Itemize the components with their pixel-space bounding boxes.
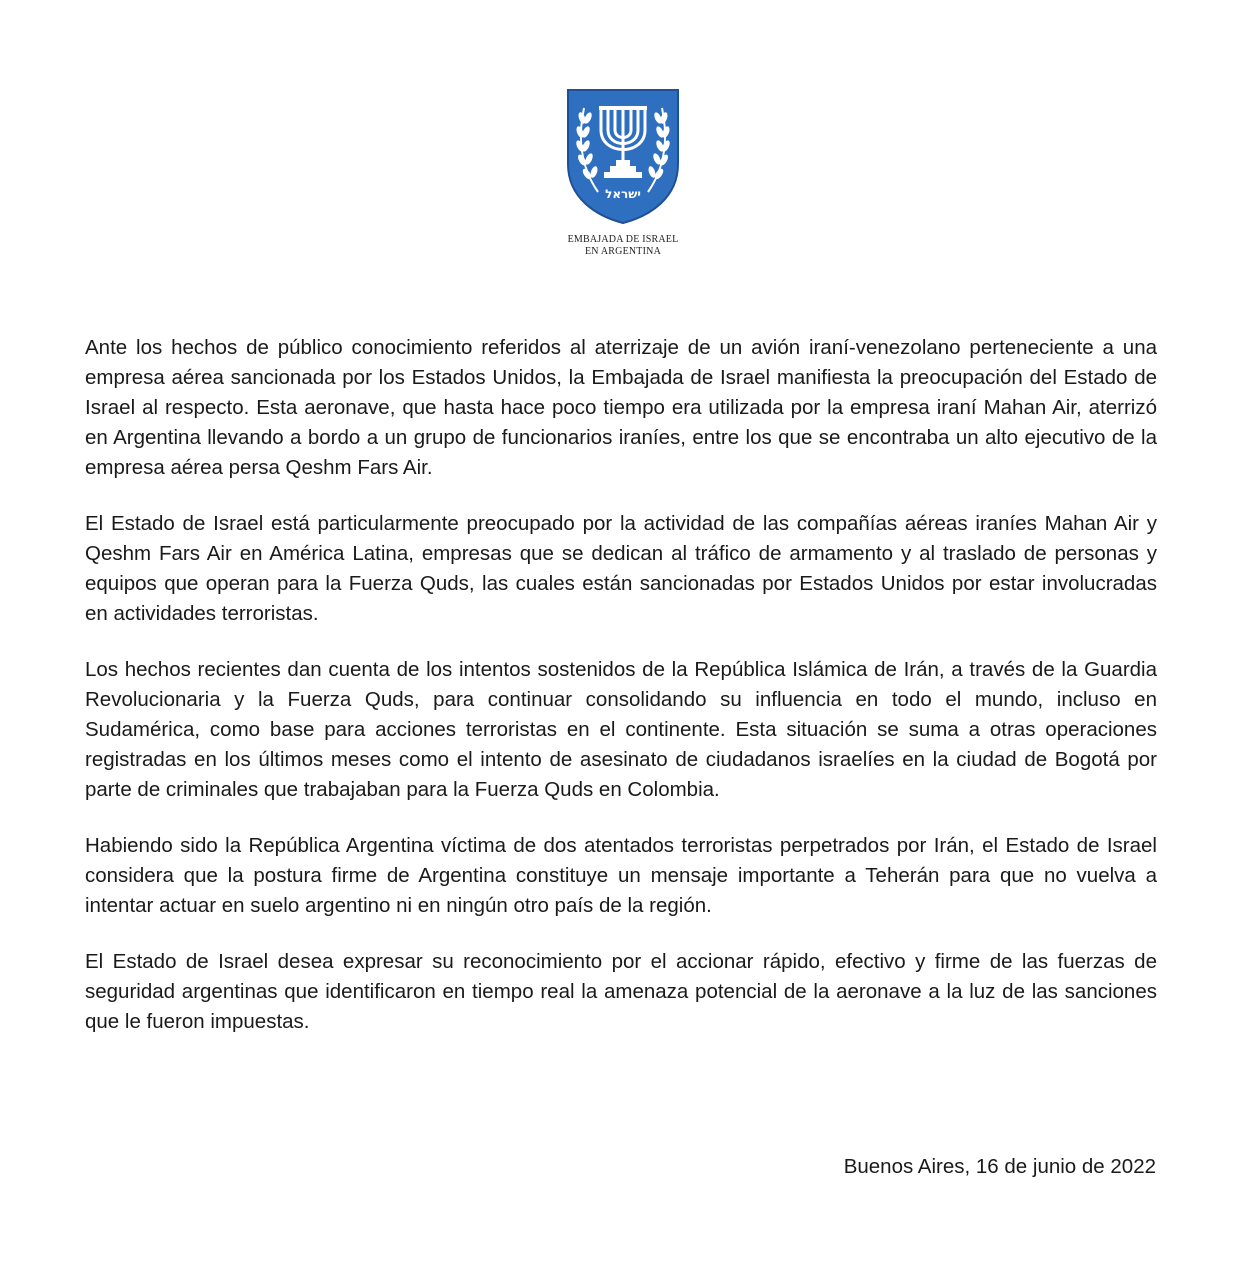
embassy-name bbox=[548, 234, 698, 258]
statement-body bbox=[85, 333, 1157, 1063]
paragraph-4: Habiendo sido la República Argentina víctima de dos atentados terroristas perpetrados por Irán, el Estado de Israel considera que la postura firme de Argentina constituye un mensaje importante a Teherán para que no vuelva a intentar actuar en suelo argentino ni en ningún otro país de la región. bbox=[85, 834, 1157, 917]
paragraph-5: El Estado de Israel desea expresar su reconocimiento por el accionar rápido, efectivo y firme de las fuerzas de seguridad argentinas que identificaron en tiempo real la amenaza potencial de la aeronave a la luz de las sanciones que le fueron impuestas. bbox=[85, 950, 1157, 1033]
embassy-name-line-2: EN ARGENTINA bbox=[584, 246, 661, 257]
paragraph-1: Ante los hechos de público conocimiento referidos al aterrizaje de un avión iraní-venezolano perteneciente a una empresa aérea sancionada por los Estados Unidos, la Embajada de Israel manifiesta la preocupación del Estado de Israel al respecto. Esta aeronave, que hasta hace poco tiempo era utilizada por la empresa iraní Mahan Air, aterrizó en Argentina llevando a bordo a un grupo de funcionarios iraníes, entre los que se encontraba un alto ejecutivo de la empresa aérea persa Qeshm Fars Air. bbox=[85, 336, 1157, 479]
svg-text:ישראל: ישראל bbox=[605, 187, 641, 201]
place-date: Buenos Aires, 16 de junio de 2022 bbox=[843, 1155, 1156, 1178]
embassy-name-line-1: EMBAJADA DE ISRAEL bbox=[567, 234, 679, 245]
letterhead bbox=[548, 86, 698, 258]
menorah-emblem-icon bbox=[564, 86, 682, 226]
paragraph-3: Los hechos recientes dan cuenta de los intentos sostenidos de la República Islámica de Irán, a través de la Guardia Revolucionaria y la Fuerza Quds, para continuar consolidando su influencia en todo el mundo, incluso en Sudamérica, como base para acciones terroristas en el continente. Esta situación se suma a otras operaciones registradas en los últimos meses como el intento de asesinato de ciudadanos israelíes en la ciudad de Bogotá por parte de criminales que trabajaban para la Fuerza Quds en Colombia. bbox=[85, 658, 1157, 801]
paragraph-2: El Estado de Israel está particularmente preocupado por la actividad de las compañías aéreas iraníes Mahan Air y Qeshm Fars Air en América Latina, empresas que se dedican al tráfico de armamento y al traslado de personas y equipos que operan para la Fuerza Quds, las cuales están sancionadas por Estados Unidos por estar involucradas en actividades terroristas. bbox=[85, 512, 1157, 625]
